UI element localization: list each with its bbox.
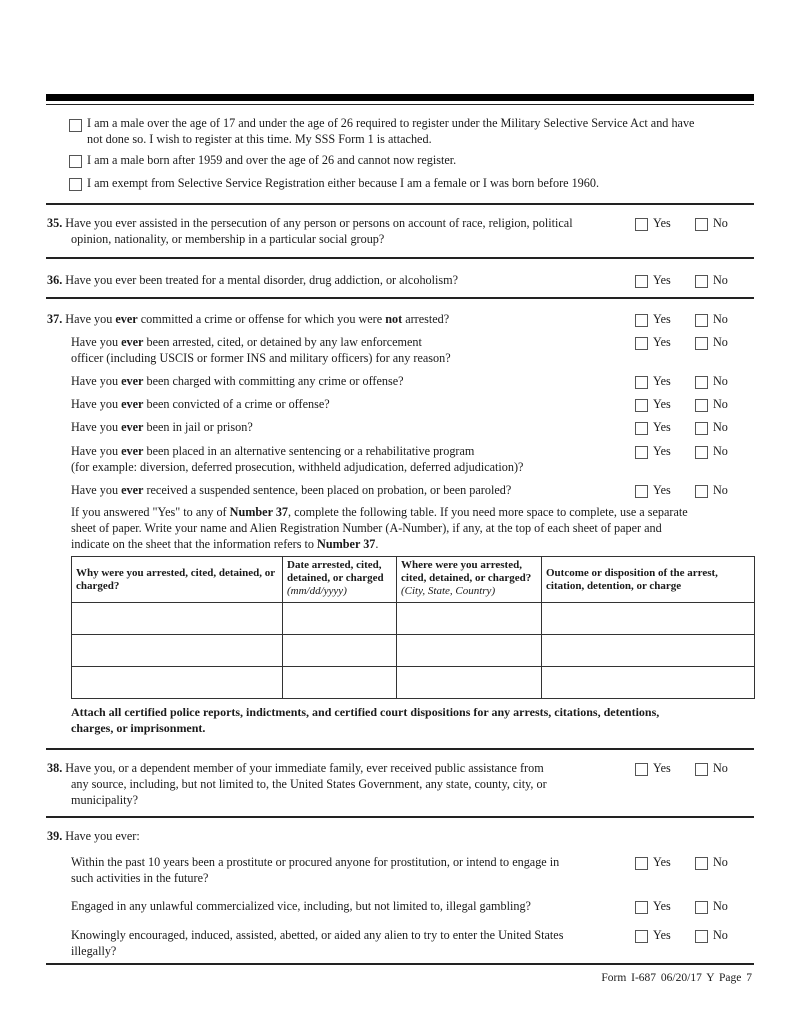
q37-item-4-yes-checkbox[interactable]: [635, 399, 648, 412]
q37-item-7-no-checkbox[interactable]: [695, 485, 708, 498]
section-rule: [46, 297, 754, 299]
q36-line1: Have you ever been treated for a mental disorder, drug addiction, or alcoholism?: [65, 273, 459, 287]
q37-item-3-yes-checkbox[interactable]: [635, 376, 648, 389]
q38-line1: Have you, or a dependent member of your immediate family, ever received public assistance from: [65, 761, 544, 775]
no-label: No: [713, 312, 728, 326]
q37-item-2-line2: officer (including USCIS or former INS and military officers) for any reason?: [71, 351, 451, 365]
yes-label: Yes: [653, 420, 671, 434]
q37-item-6-yes-checkbox[interactable]: [635, 446, 648, 459]
q35-yes-label: Yes: [653, 216, 671, 230]
q37-item-6-no-checkbox[interactable]: [695, 446, 708, 459]
attach-note-line2: charges, or imprisonment.: [71, 721, 206, 735]
no-label: No: [713, 928, 728, 942]
q39-item-1-line1: Within the past 10 years been a prostitute or procured anyone for prostitution, or intend to engage in: [71, 855, 560, 869]
q39-item-2-yes-checkbox[interactable]: [635, 901, 648, 914]
q38-number: 38.: [47, 761, 63, 775]
q39-item-1-yes-checkbox[interactable]: [635, 857, 648, 870]
q39-intro: 39. Have you ever:: [47, 829, 140, 843]
q39-item-2-no-checkbox[interactable]: [695, 901, 708, 914]
sss-option-2-checkbox[interactable]: [69, 155, 82, 168]
col-header-reason: Why were you arrested, cited, detained, or charged?: [72, 557, 283, 603]
yes-label: Yes: [653, 397, 671, 411]
yes-label: Yes: [653, 483, 671, 497]
sss-option-1-line1: I am a male over the age of 17 and under the age of 26 required to register under the Military Selective Service Act and have: [87, 116, 695, 130]
sss-option-2-text: I am a male born after 1959 and over the age of 26 and cannot now register.: [87, 153, 457, 167]
table-row: [72, 667, 755, 699]
q38-no-label: No: [713, 761, 728, 775]
q35-yes-checkbox[interactable]: [635, 218, 648, 231]
q37-instructions-line3: indicate on the sheet that the information refers to Number 37.: [71, 537, 379, 551]
q37-item-7-yes-checkbox[interactable]: [635, 485, 648, 498]
q35-question: [47, 216, 573, 232]
q39-item-1-no-checkbox[interactable]: [695, 857, 708, 870]
q37-item-5-no-checkbox[interactable]: [695, 422, 708, 435]
location-cell[interactable]: [397, 635, 542, 667]
no-label: No: [713, 444, 728, 458]
col-header-date: Date arrested, cited, detained, or charged (mm/dd/yyyy): [283, 557, 397, 603]
outcome-cell[interactable]: [542, 667, 755, 699]
yes-label: Yes: [653, 335, 671, 349]
yes-label: Yes: [653, 928, 671, 942]
top-thin-rule: [46, 104, 754, 105]
top-thick-rule: [46, 94, 754, 101]
q36-number: 36.: [47, 273, 63, 287]
q38-yes-checkbox[interactable]: [635, 763, 648, 776]
q37-instructions-line1: If you answered "Yes" to any of Number 37, complete the following table. If you need more space to complete, use a separate: [71, 505, 688, 519]
q36-question: [47, 273, 458, 289]
table-row: [72, 603, 755, 635]
no-label: No: [713, 335, 728, 349]
q38-no-checkbox[interactable]: [695, 763, 708, 776]
q37-item-5: Have you ever been in jail or prison?: [71, 420, 253, 434]
sss-option-1-line2: not done so. I wish to register at this time. My SSS Form 1 is attached.: [87, 132, 432, 146]
no-label: No: [713, 899, 728, 913]
q37-item-1: 37. Have you ever committed a crime or offense for which you were not arrested?: [47, 312, 450, 326]
location-cell[interactable]: [397, 667, 542, 699]
q38-question: [47, 761, 544, 777]
q36-yes-checkbox[interactable]: [635, 275, 648, 288]
q39-item-3-line1: Knowingly encouraged, induced, assisted, abetted, or aided any alien to try to enter the United States: [71, 928, 564, 942]
q35-no-label: No: [713, 216, 728, 230]
location-cell[interactable]: [397, 603, 542, 635]
yes-label: Yes: [653, 374, 671, 388]
q38-line3: municipality?: [71, 793, 139, 807]
yes-label: Yes: [653, 312, 671, 326]
col-header-outcome: Outcome or disposition of the arrest, citation, detention, or charge: [542, 557, 755, 603]
form-footer: Form I-687 06/20/17 Y Page 7: [601, 972, 752, 984]
no-label: No: [713, 397, 728, 411]
q39-item-3-no-checkbox[interactable]: [695, 930, 708, 943]
q37-item-1-yes-checkbox[interactable]: [635, 314, 648, 327]
date-cell[interactable]: [283, 667, 397, 699]
table-row: [72, 635, 755, 667]
q37-item-4: Have you ever been convicted of a crime or offense?: [71, 397, 330, 411]
table-header-row: [72, 557, 755, 603]
q38-line2: any source, including, but not limited to, the United States Government, any state, county, city, or: [71, 777, 547, 791]
q39-item-1-line2: such activities in the future?: [71, 871, 209, 885]
reason-cell[interactable]: [72, 667, 283, 699]
col-header-location: Where were you arrested, cited, detained, or charged? (City, State, Country): [397, 557, 542, 603]
q39-item-3-yes-checkbox[interactable]: [635, 930, 648, 943]
yes-label: Yes: [653, 899, 671, 913]
q37-item-4-no-checkbox[interactable]: [695, 399, 708, 412]
q36-no-checkbox[interactable]: [695, 275, 708, 288]
arrest-table: [71, 556, 755, 699]
date-cell[interactable]: [283, 603, 397, 635]
q39-item-3-line2: illegally?: [71, 944, 117, 958]
q38-yes-label: Yes: [653, 761, 671, 775]
section-rule: [46, 203, 754, 205]
no-label: No: [713, 374, 728, 388]
q35-line2: opinion, nationality, or membership in a particular social group?: [71, 232, 385, 246]
q37-item-1-no-checkbox[interactable]: [695, 314, 708, 327]
yes-label: Yes: [653, 444, 671, 458]
q35-line1: Have you ever assisted in the persecution of any person or persons on account of race, religion, political: [65, 216, 573, 230]
yes-label: Yes: [653, 855, 671, 869]
no-label: No: [713, 483, 728, 497]
q36-no-label: No: [713, 273, 728, 287]
sss-option-3-text: I am exempt from Selective Service Registration either because I am a female or I was born before 1960.: [87, 176, 600, 190]
q35-number: 35.: [47, 216, 63, 230]
date-format-hint: (mm/dd/yyyy): [287, 585, 347, 597]
q35-no-checkbox[interactable]: [695, 218, 708, 231]
q37-instructions-line2: sheet of paper. Write your name and Alien Registration Number (A-Number), if any, at the top of each sheet of paper and: [71, 521, 662, 535]
q37-item-7: Have you ever received a suspended sentence, been placed on probation, or been paroled?: [71, 483, 512, 497]
section-rule: [46, 816, 754, 818]
outcome-cell[interactable]: [542, 603, 755, 635]
sss-option-1-checkbox[interactable]: [69, 119, 82, 132]
date-cell[interactable]: [283, 635, 397, 667]
q37-item-3-no-checkbox[interactable]: [695, 376, 708, 389]
q37-number: 37.: [47, 312, 63, 326]
reason-cell[interactable]: [72, 603, 283, 635]
bottom-rule: [46, 963, 754, 965]
q36-yes-label: Yes: [653, 273, 671, 287]
no-label: No: [713, 420, 728, 434]
attach-note-line1: Attach all certified police reports, indictments, and certified court dispositions for any arrests, citations, detentions,: [71, 705, 660, 719]
section-rule: [46, 257, 754, 259]
q37-item-2-yes-checkbox[interactable]: [635, 337, 648, 350]
section-rule: [46, 748, 754, 750]
reason-cell[interactable]: [72, 635, 283, 667]
sss-option-3-checkbox[interactable]: [69, 178, 82, 191]
q39-number: 39.: [47, 829, 63, 843]
q37-item-6: Have you ever been placed in an alternative sentencing or a rehabilitative program: [71, 444, 475, 458]
q37-item-6-line2: (for example: diversion, deferred prosecution, withheld adjudication, deferred adjudication)?: [71, 460, 524, 474]
no-label: No: [713, 855, 728, 869]
q37-item-5-yes-checkbox[interactable]: [635, 422, 648, 435]
q37-item-3: Have you ever been charged with committing any crime or offense?: [71, 374, 404, 388]
location-format-hint: (City, State, Country): [401, 585, 496, 597]
outcome-cell[interactable]: [542, 635, 755, 667]
q37-item-2-no-checkbox[interactable]: [695, 337, 708, 350]
q39-item-2-line1: Engaged in any unlawful commercialized vice, including, but not limited to, illegal gambling?: [71, 899, 531, 913]
q37-item-2: Have you ever been arrested, cited, or detained by any law enforcement: [71, 335, 422, 349]
